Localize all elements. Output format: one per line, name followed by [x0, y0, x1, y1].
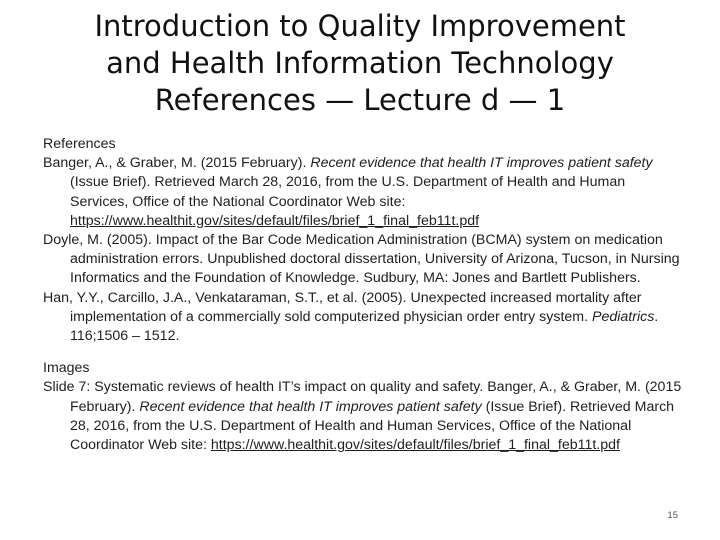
- ref-title: Recent evidence that health IT improves patient safety: [139, 398, 482, 415]
- title-line-3: References — Lecture d — 1: [154, 83, 566, 117]
- reference-link[interactable]: https://www.healthit.gov/sites/default/files/brief_1_final_feb11t.pdf: [70, 212, 480, 229]
- ref-text: (Issue Brief). Retrieved March 28, 2016, from the U.S. Department of Health and Human Services, Office of the National Coordinator Web site:: [70, 174, 626, 210]
- slide-title: [30, 8, 690, 119]
- ref-text: Han, Y.Y., Carcillo, J.A., Venkataraman, S.T., et al. (2005). Unexpected increased mortality after implementation of a commercially sold computerized physician order entry system.: [43, 289, 642, 325]
- references-heading: References: [43, 136, 116, 152]
- images-heading: Images: [43, 360, 90, 377]
- ref-text: . 116;1506 – 1512.: [70, 308, 659, 345]
- ref-text: (Issue Brief). Retrieved March 28, 2016, from the U.S. Department of Health and Human Services, Office of the National Coordinator Web site:: [70, 398, 675, 454]
- image-credit-slide-7: [43, 378, 683, 455]
- image-credit-link[interactable]: https://www.healthit.gov/sites/default/files/brief_1_final_feb11t.pdf: [210, 437, 620, 454]
- reference-doyle: [43, 231, 683, 289]
- page-number: 15: [667, 510, 678, 521]
- ref-title: Recent evidence that health IT improves patient safety: [310, 155, 653, 172]
- title-line-2: and Health Information Technology: [106, 46, 614, 80]
- slide-body: [43, 135, 683, 455]
- reference-han: [43, 289, 683, 347]
- ref-title: Pediatrics: [592, 308, 655, 325]
- ref-text: Doyle, M. (2005). Impact of the Bar Code Medication Administration (BCMA) system on medication administration errors. Unpublished doctoral dissertation, University of Arizona, Tucson, in Nursing Informatics and the Foundation of Knowledge. Sudbury, MA: Jones and Bartlett Publishers.: [43, 232, 680, 287]
- ref-text: Slide 7: Systematic reviews of health IT’s impact on quality and safety. Banger, A., & Graber, M. (2015 February).: [43, 379, 682, 415]
- ref-text: Banger, A., & Graber, M. (2015 February).: [43, 155, 311, 172]
- reference-banger-graber: [43, 154, 683, 231]
- title-line-1: Introduction to Quality Improvement: [94, 9, 626, 43]
